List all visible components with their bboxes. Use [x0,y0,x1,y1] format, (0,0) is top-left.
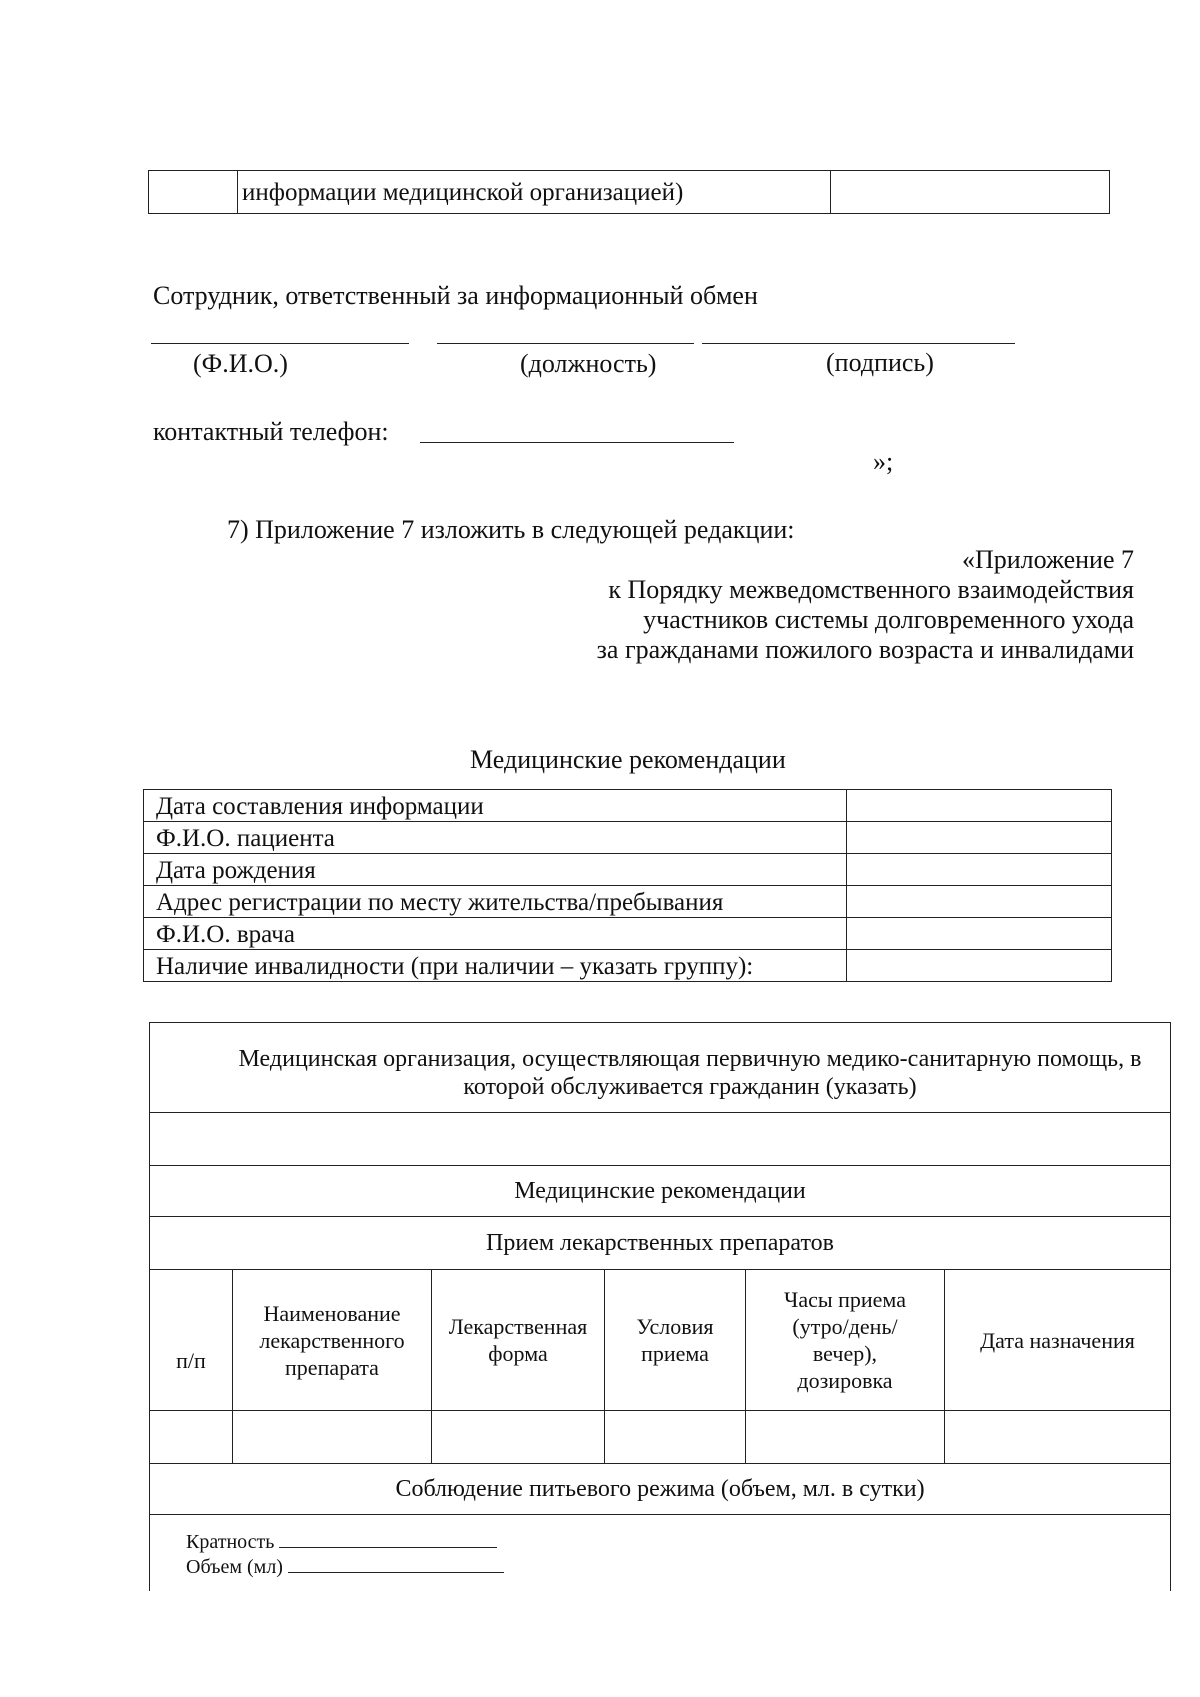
table-row [150,1023,1171,1113]
appendix-line: за гражданами пожилого возраста и инвалидами [596,635,1134,664]
table-row [144,790,1112,822]
recommendations-table [149,1022,1171,1591]
info-value [847,854,1112,886]
info-label: Наличие инвалидности (при наличии – указать группу): [144,950,847,982]
table-row [144,822,1112,854]
col-form-label: Лекарственная форма [448,1314,588,1366]
info-value [847,822,1112,854]
phone-line [420,442,734,443]
frequency-row [186,1529,1170,1554]
info-value [847,790,1112,822]
water-header: Соблюдение питьевого режима (объем, мл. в сутки) [150,1464,1171,1515]
water-cell [150,1515,1171,1592]
table-row [150,1217,1171,1270]
info-label: Дата составления информации [144,790,847,822]
info-value [847,886,1112,918]
info-label: Дата рождения [144,854,847,886]
col-conditions [605,1270,746,1411]
closing-quote: »; [873,447,894,476]
table-row [150,1464,1171,1515]
signature-label: (подпись) [826,348,934,377]
position-label: (должность) [520,349,657,378]
info-value [847,918,1112,950]
phone-label: контактный телефон: [153,417,389,446]
table-row [150,1113,1171,1166]
org-header: Медицинская организация, осуществляющая первичную медико-санитарную помощь, в которой обслуживается гражданин (указать) [238,1045,1142,1100]
empty-cell [746,1411,945,1464]
table-row [150,1166,1171,1217]
table-row [144,854,1112,886]
table-row [144,886,1112,918]
volume-label: Объем (мл) [186,1556,283,1578]
info-label: Ф.И.О. врача [144,918,847,950]
staff-title: Сотрудник, ответственный за информационный обмен [153,281,758,310]
drugs-header: Прием лекарственных препаратов [150,1217,1171,1270]
empty-cell [233,1411,432,1464]
col-number-label: п/п [176,1347,206,1373]
info-label: Адрес регистрации по месту жительства/пребывания [144,886,847,918]
volume-row [186,1554,1170,1579]
section-title: Медицинские рекомендации [470,745,786,774]
top-fragment-table [148,170,1110,214]
appendix-line: «Приложение 7 [961,545,1134,574]
patient-info-table [143,789,1112,982]
signature-line [702,343,1015,344]
info-value [847,950,1112,982]
col-conditions-label: Условия приема [636,1314,714,1366]
col-date [945,1270,1171,1411]
amendment-item: 7) Приложение 7 изложить в следующей редакции: [227,515,795,544]
frequency-line [279,1529,497,1548]
top-cell-text: информации медицинской организацией) [238,171,831,214]
fio-label: (Ф.И.О.) [193,349,288,378]
col-drug-name [233,1270,432,1411]
col-number [150,1270,233,1411]
empty-cell [945,1411,1171,1464]
table-row [150,1270,1171,1411]
col-form [432,1270,605,1411]
position-line [437,343,694,344]
volume-line [288,1554,504,1573]
empty-cell [605,1411,746,1464]
org-value-cell [150,1113,1171,1166]
col-hours-label: Часы приема (утро/день/ вечер), дозировка [784,1287,906,1393]
appendix-block [597,545,1134,665]
table-row [150,1515,1171,1592]
info-label: Ф.И.О. пациента [144,822,847,854]
appendix-line: участников системы долговременного ухода [643,605,1134,634]
empty-cell [150,1411,233,1464]
col-date-label: Дата назначения [980,1327,1135,1353]
rec-header: Медицинские рекомендации [150,1166,1171,1217]
table-row [144,950,1112,982]
fio-line [151,343,409,344]
top-cell-value [831,171,1110,214]
org-header-cell [150,1023,1171,1113]
col-hours [746,1270,945,1411]
empty-cell [432,1411,605,1464]
appendix-line: к Порядку межведомственного взаимодействия [608,575,1134,604]
col-drug-name-label: Наименование лекарственного препарата [259,1300,405,1380]
top-cell-number [149,171,238,214]
table-row [144,918,1112,950]
water-fields [150,1515,1170,1579]
frequency-label: Кратность [186,1531,275,1553]
table-row [150,1411,1171,1464]
